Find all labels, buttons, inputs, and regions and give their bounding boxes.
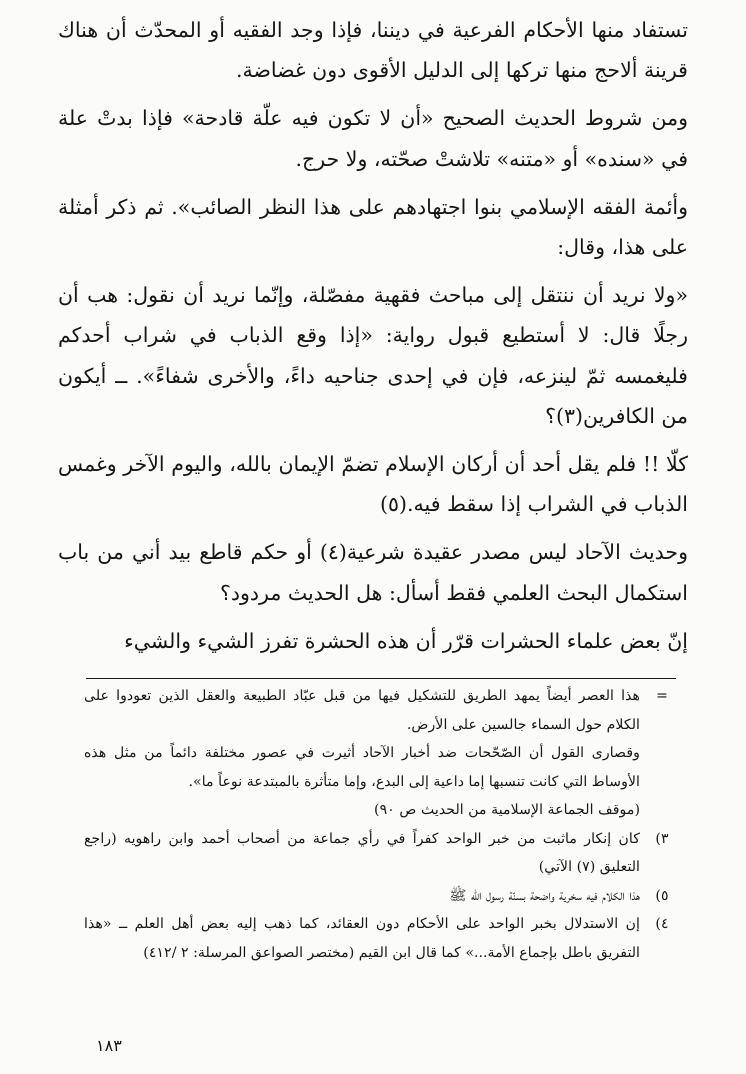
- footnote-text: (موقف الجماعة الإسلامية من الحديث ص ٩٠): [374, 802, 640, 818]
- footnote-text: هذا الكلام فيه سخرية واضحة بسنّة رسول الله ﷺ: [449, 887, 640, 904]
- paragraph: إنّ بعض علماء الحشرات قرّر أن هذه الحشرة تفرز الشيء والشيء: [124, 628, 688, 653]
- paragraph: كلّا !! فلم يقل أحد أن أركان الإسلام تضمّ الإيمان بالله، واليوم الآخر وغمس الذباب في الشراب إذا سقط فيه.(٥): [58, 452, 688, 517]
- footnote: [84, 910, 684, 967]
- paragraph: وحديث الآحاد ليس مصدر عقيدة شرعية(٤) أو حكم قاطع بيد أني من باب استكمال البحث العلمي فقط أسأل: هل الحديث مردود؟: [58, 540, 688, 605]
- footnote: [84, 825, 684, 882]
- footnote: [84, 796, 684, 825]
- footnotes: [84, 682, 684, 967]
- footnote: [84, 682, 684, 739]
- footnote-text: وقصارى القول أن الصّحّحات ضد أخبار الآحاد أثيرت في عصور مختلفة دائماً من مثل هذه الأوساط التي كانت تنسبها إما داعية إلى البدع، وإما متأثرة بالمبتدعة نوعاً ما».: [84, 745, 640, 790]
- footnote-text: هذا العصر أيضاً يمهد الطريق للتشكيل فيها من قبل عبّاد الطبيعة والعقل الذين تعودوا على الكلام حول السماء جالسين على الأرض.: [84, 688, 640, 733]
- paragraph: تستفاد منها الأحكام الفرعية في ديننا، فإذا وجد الفقيه أو المحدّث أن هناك قرينة ألاحج منها تركها إلى الدليل الأقوى دون غضاضة.: [58, 18, 688, 83]
- footnote-number: ٣): [655, 830, 669, 847]
- paragraph: «ولا نريد أن ننتقل إلى مباحث فقهية مفصّلة، وإنّما نريد أن نقول: هب أن رجلًا قال: لا أستطيع قبول رواية: «إذا وقع الذباب في شراب أحدكم فليغمسه ثمّ لينزعه، فإن في إحدى جناحيه داءً، والأخرى شفاءً». ــ أيكون من الكافرين(٣)؟: [58, 283, 688, 428]
- footnote-text: إن الاستدلال بخبر الواحد على الأحكام دون العقائد، كما ذهب إليه بعض أهل العلم ــ «هذا التفريق باطل بإجماع الأمة...» كما قال ابن القيم (مختصر الصواعق المرسلة: ٢ /٤١٢): [84, 916, 640, 961]
- page-number: ١٨٣: [96, 1036, 122, 1055]
- paragraph: ومن شروط الحديث الصحيح «أن لا تكون فيه علّة قادحة» فإذا بدتْ علة في «سنده» أو «متنه» تلاشتْ صحّته، ولا حرج.: [58, 106, 688, 171]
- main-text: [58, 10, 688, 669]
- footnote: [84, 882, 684, 911]
- paragraph: وأئمة الفقه الإسلامي بنوا اجتهادهم على هذا النظر الصائب». ثم ذكر أمثلة على هذا، وقال:: [58, 194, 688, 260]
- footnote: [84, 739, 684, 796]
- footnote-number: ٤): [655, 916, 669, 932]
- footnote-number: =: [656, 688, 668, 704]
- footnote-number: ٥): [655, 887, 669, 904]
- footnote-separator: [86, 678, 676, 679]
- footnote-text: كان إنكار ماثبت من خبر الواحد كفراً في رأي جماعة من أصحاب أحمد وابن راهويه (راجع التعليق (٧) الآتي): [84, 830, 640, 875]
